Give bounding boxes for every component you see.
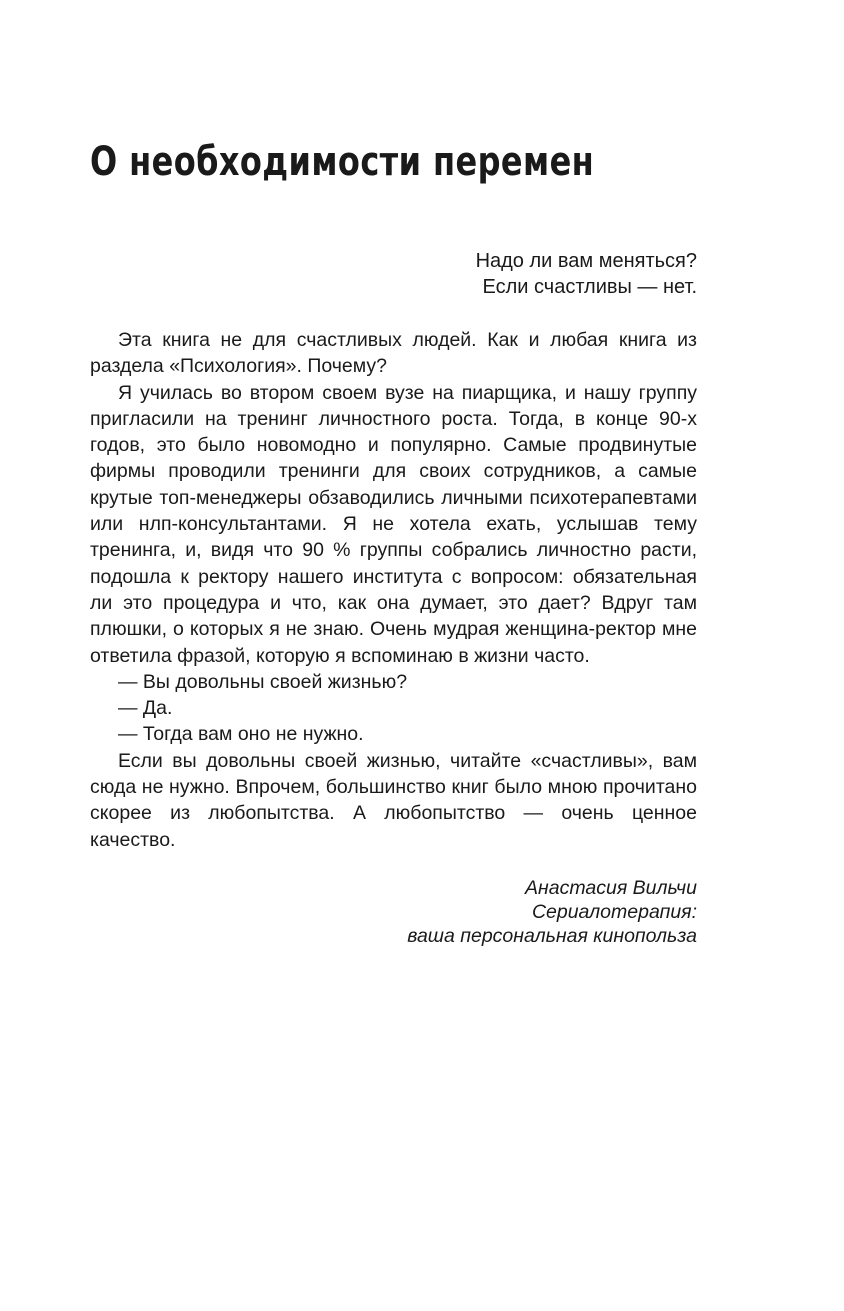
paragraph: Я училась во втором своем вузе на пиарщика, и нашу группу пригласили на тренинг личностного роста. Тогда, в конце 90-х годов, это было новомодно и популярно. Самые продвинутые фирмы проводили тренинги для своих сотрудников, а самые крутые топ-менеджеры обзаводились личными психотерапевтами или нлп-консультантами. Я не хотела ехать, услышав тему тренинга, и, видя что 90 % группы собрались личностно расти, подошла к ректору нашего института с вопросом: обязательная ли это процедура и что, как она думает, это дает? Вдруг там плюшки, о которых я не знаю. Очень мудрая женщина-ректор мне ответила фразой, которую я вспоминаю в жизни часто. — [90, 381, 697, 667]
chapter-title: О необходимости перемен — [90, 139, 595, 185]
body-text — [90, 327, 697, 853]
paragraph: Если вы довольны своей жизнью, читайте «счастливы», вам сюда не нужно. Впрочем, большинство книг было мною прочитано скорее из любопытства. А любопытство — очень ценное качество. — [90, 749, 697, 851]
dialogue-line: — Да. — [118, 697, 173, 720]
signature-book-subtitle: ваша персональная кинопольза — [407, 925, 697, 947]
dialogue-line: — Тогда вам оно не нужно. — [118, 723, 364, 746]
signature — [407, 876, 697, 948]
paragraph: Эта книга не для счастливых людей. Как и любая книга из раздела «Психология». Почему? — [90, 329, 697, 378]
epigraph — [476, 248, 697, 300]
signature-author: Анастасия Вильчи — [525, 877, 697, 899]
epigraph-line: Надо ли вам меняться? — [475, 250, 697, 272]
signature-book-title: Сериалотерапия: — [531, 901, 697, 923]
dialogue-line: — Вы довольны своей жизнью? — [118, 670, 408, 693]
epigraph-line: Если счастливы — нет. — [482, 276, 697, 298]
